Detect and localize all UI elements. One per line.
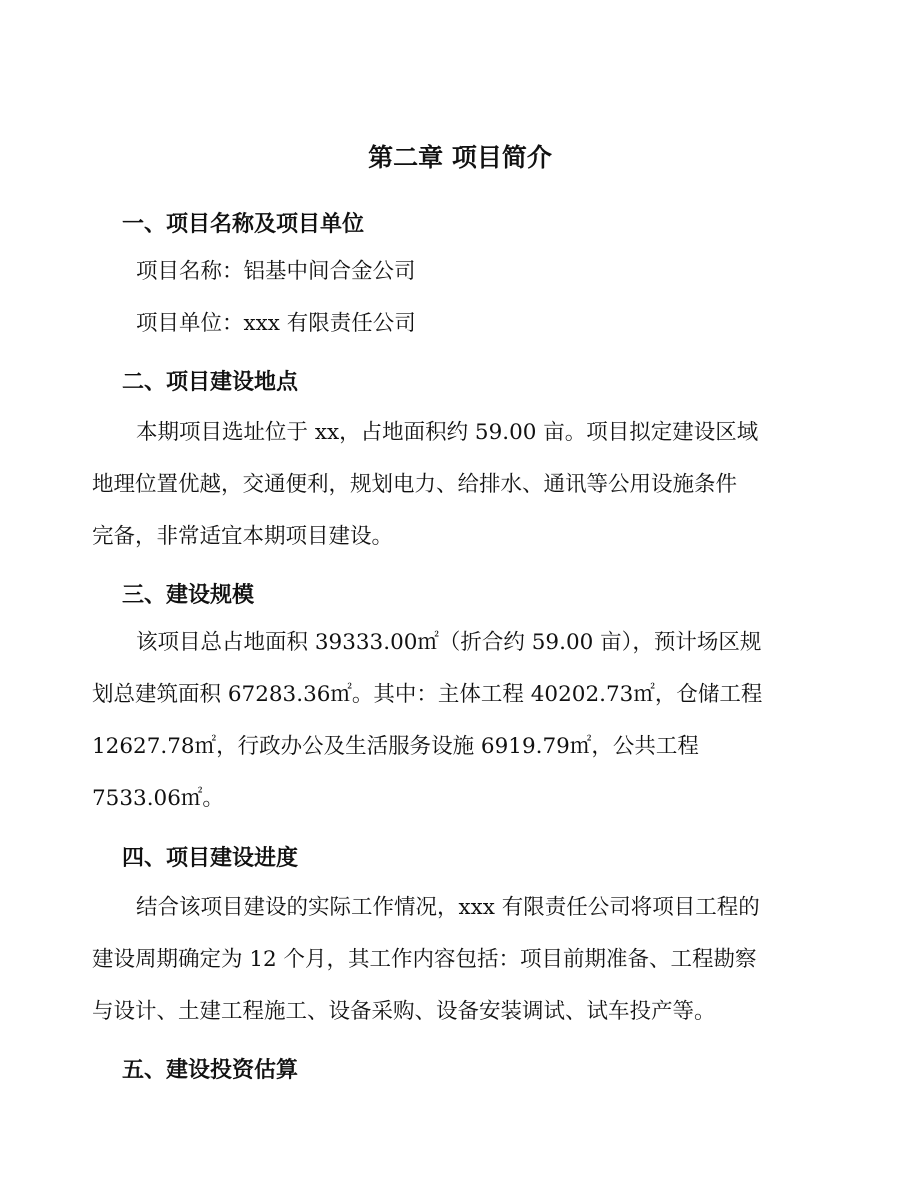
paragraph-line: 结合该项目建设的实际工作情况，xxx 有限责任公司将项目工程的 [136, 895, 760, 920]
section-heading-schedule: 四、项目建设进度 [122, 846, 299, 871]
paragraph-line: 本期项目选址位于 xx，占地面积约 59.00 亩。项目拟定建设区域 [136, 420, 759, 445]
paragraph-line: 地理位置优越，交通便利，规划电力、给排水、通讯等公用设施条件 [92, 472, 738, 497]
project-name-line: 项目名称：铝基中间合金公司 [136, 259, 416, 284]
chapter-title: 第二章 项目简介 [368, 143, 552, 172]
section-heading-project-name: 一、项目名称及项目单位 [122, 212, 365, 237]
paragraph-line: 7533.06㎡。 [92, 786, 224, 811]
section-heading-investment: 五、建设投资估算 [122, 1058, 299, 1083]
paragraph-line: 与设计、土建工程施工、设备采购、设备安装调试、试车投产等。 [92, 999, 716, 1024]
paragraph-line: 划总建筑面积 67283.36㎡。其中：主体工程 40202.73㎡，仓储工程 [92, 682, 763, 707]
paragraph-line: 12627.78㎡，行政办公及生活服务设施 6919.79㎡，公共工程 [92, 734, 699, 759]
paragraph-line: 该项目总占地面积 39333.00㎡（折合约 59.00 亩），预计场区规 [136, 630, 762, 655]
paragraph-line: 完备，非常适宜本期项目建设。 [92, 524, 394, 549]
section-heading-scale: 三、建设规模 [122, 583, 255, 608]
paragraph-line: 建设周期确定为 12 个月，其工作内容包括：项目前期准备、工程勘察 [92, 947, 757, 972]
project-unit-line: 项目单位：xxx 有限责任公司 [136, 311, 416, 336]
section-heading-location: 二、项目建设地点 [122, 370, 299, 395]
